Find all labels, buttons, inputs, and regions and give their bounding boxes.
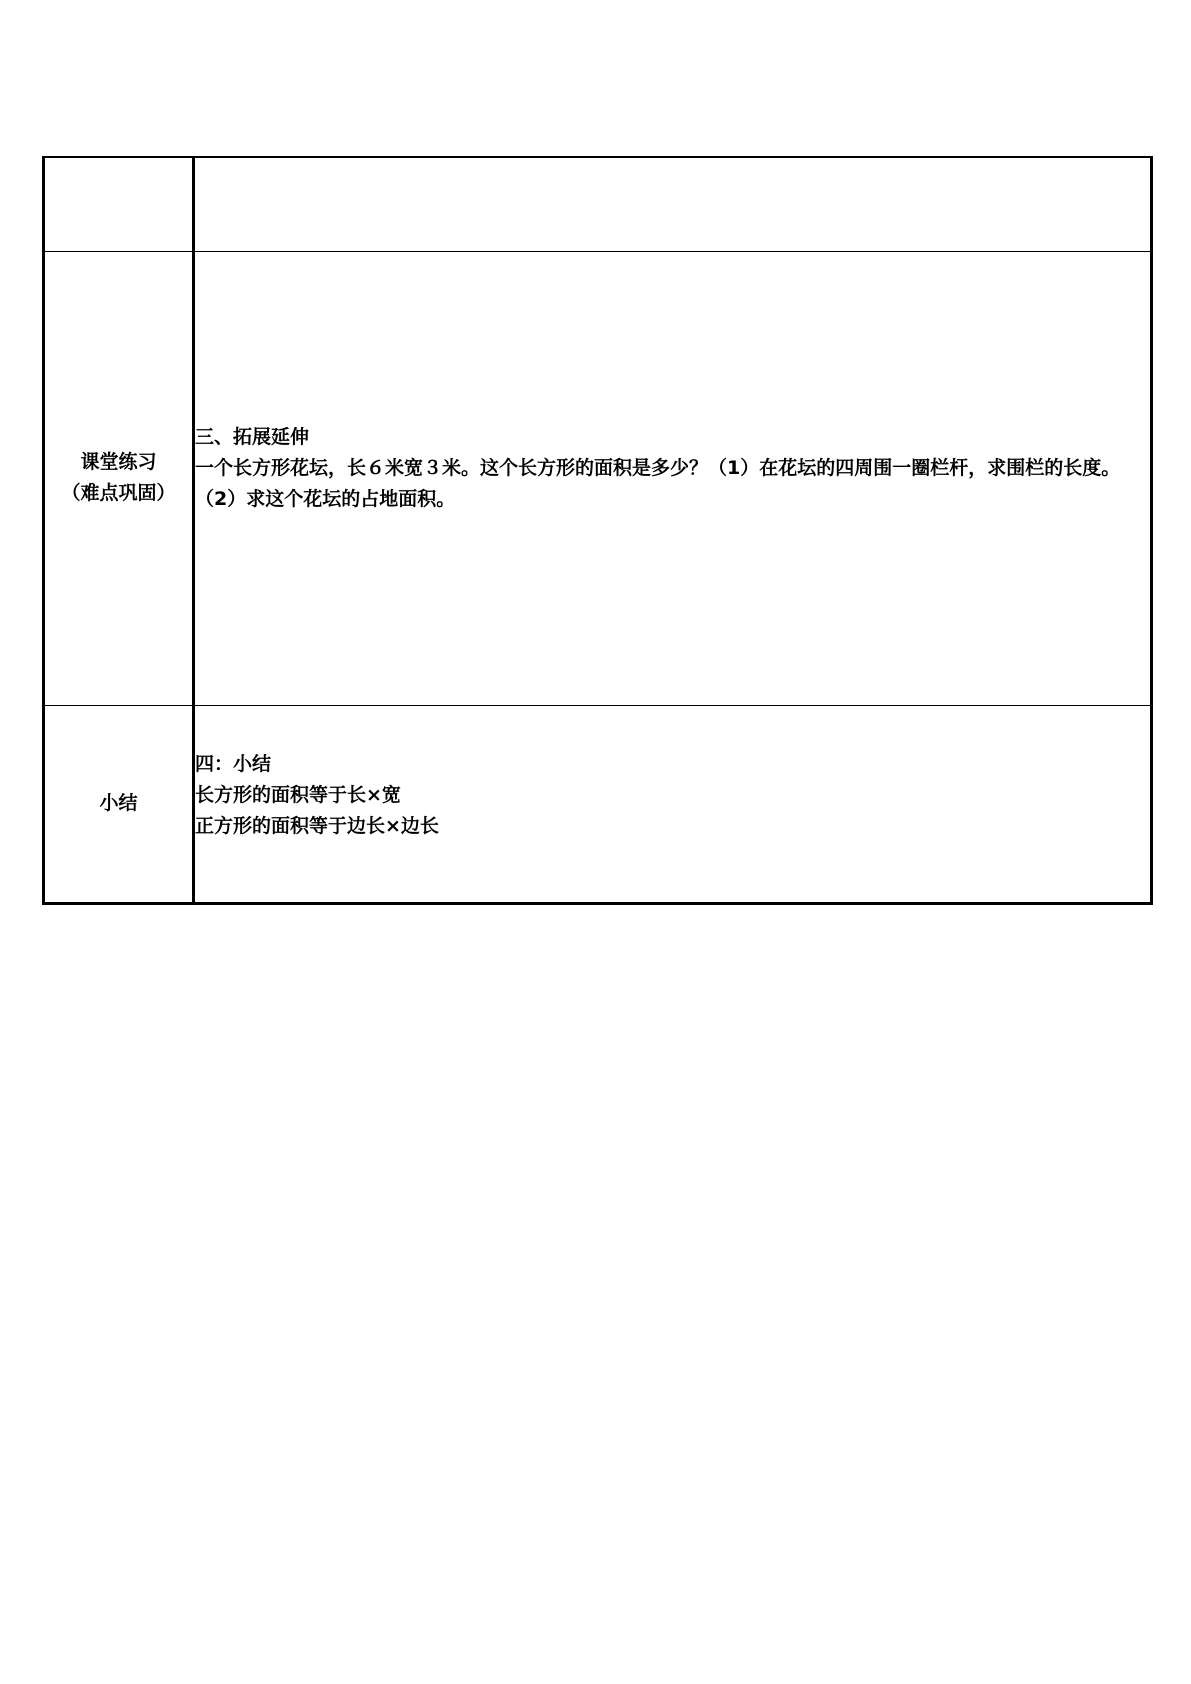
row-content-cell-empty: [194, 157, 1152, 251]
table-row-practice: [44, 251, 1152, 705]
practice-heading: 三、拓展延伸: [195, 425, 310, 448]
summary-content-cell: [194, 705, 1152, 903]
table-row-top: [44, 157, 1152, 251]
practice-label-line-1: 课堂练习: [80, 451, 157, 473]
summary-line-rectangle: 长方形的面积等于长×宽: [195, 784, 401, 806]
row-label-cell-empty: [44, 157, 194, 251]
summary-label-cell: [44, 705, 194, 903]
practice-label-cell: [44, 251, 194, 705]
table-row-summary: [44, 705, 1152, 903]
practice-problem-text: 一个长方形花坛，长６米宽３米。这个长方形的面积是多少？（1）在花坛的四周围一圈栏杆，求围栏的长度。（2）求这个花坛的占地面积。: [195, 456, 1121, 510]
summary-line-square: 正方形的面积等于边长×边长: [195, 815, 439, 837]
lesson-plan-table: [42, 156, 1153, 905]
summary-heading: 四：小结: [195, 753, 272, 775]
practice-label-line-2: （难点巩固）: [61, 482, 176, 504]
summary-label: 小结: [99, 792, 138, 814]
practice-content-cell: [194, 251, 1152, 705]
